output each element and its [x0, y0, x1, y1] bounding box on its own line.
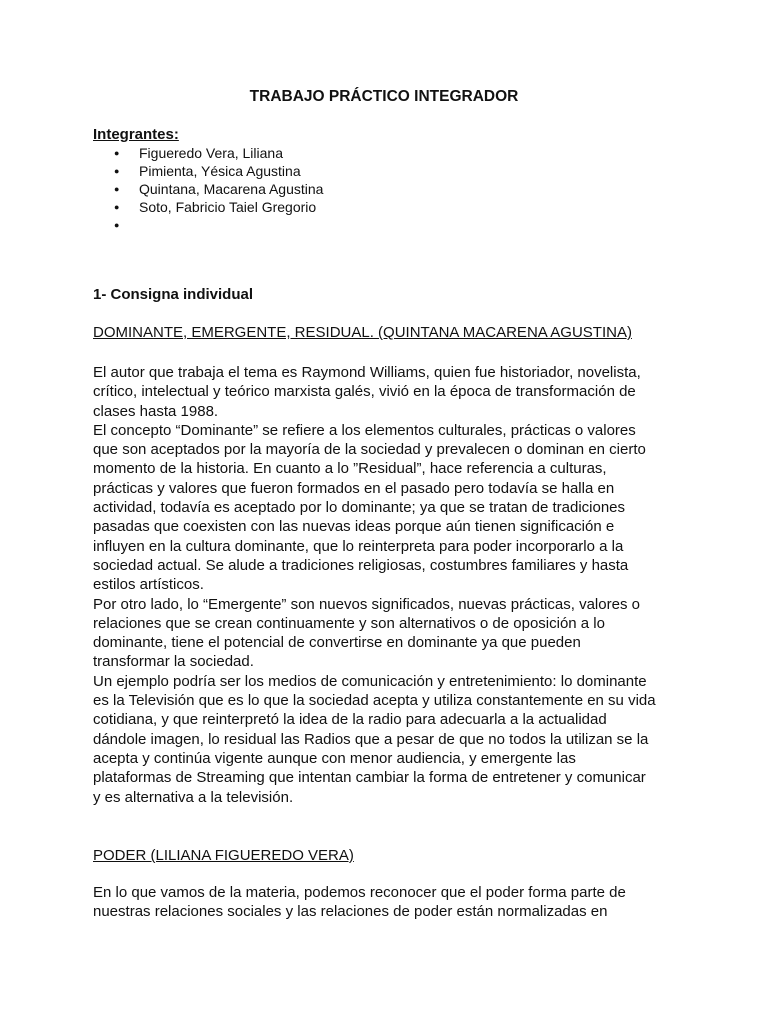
text-line: prácticas y valores que fueron formados en el pasado pero todavía se halla en	[93, 479, 615, 497]
section-title: 1- Consigna individual	[93, 286, 254, 303]
text-line: relaciones que se crean continuamente y son alternativos o de oposición a lo	[93, 614, 605, 632]
paragraph-dominante	[93, 363, 683, 807]
text-line: transformar la sociedad.	[93, 653, 254, 671]
list-item: ● Soto, Fabricio Taiel Gregorio	[114, 198, 323, 216]
text-line: es la Televisión que es lo que la sociedad acepta y utiliza constantemente en su vida	[93, 692, 656, 710]
subsection-heading-poder: PODER (LILIANA FIGUEREDO VERA)	[93, 847, 354, 864]
text-line: crítico, intelectual y teórico marxista galés, vivió en la época de transformación de	[93, 383, 636, 401]
text-line: Por otro lado, lo “Emergente” son nuevos significados, nuevas prácticas, valores o	[93, 595, 640, 613]
text-line: que son aceptados por la mayoría de la sociedad y prevalecen o dominan en cierto	[93, 441, 646, 459]
list-item	[114, 216, 323, 234]
text-line: clases hasta 1988.	[93, 402, 219, 420]
text-line: dominante, tiene el potencial de convertirse en dominante ya que pueden	[93, 634, 581, 652]
text-line: nuestras relaciones sociales y las relaciones de poder están normalizadas en	[93, 903, 608, 921]
text-line: y es alternativa a la televisión.	[93, 788, 294, 806]
text-line: plataformas de Streaming que intentan cambiar la forma de entretener y comunicar	[93, 769, 646, 787]
text-line: estilos artísticos.	[93, 576, 204, 594]
text-line: influyen en la cultura dominante, que lo reinterpreta para poder incorporarlo a la	[93, 537, 624, 555]
subsection-heading-dominante: DOMINANTE, EMERGENTE, RESIDUAL. (QUINTANA MACARENA AGUSTINA)	[93, 324, 632, 341]
members-label: Integrantes:	[93, 126, 179, 143]
text-line: En lo que vamos de la materia, podemos reconocer que el poder forma parte de	[93, 884, 626, 901]
document-title: TRABAJO PRÁCTICO INTEGRADOR	[249, 88, 519, 105]
text-line: sociedad actual. Se alude a tradiciones religiosas, costumbres familiares y hasta	[93, 556, 629, 574]
list-item: ● Quintana, Macarena Agustina	[114, 180, 323, 198]
text-line: pasadas que coexisten con las nuevas ideas porque aún tienen significación e	[93, 518, 615, 536]
text-line: momento de la historia. En cuanto a lo ”Residual”, hace referencia a culturas,	[93, 460, 607, 478]
text-line: dándole imagen, lo residual las Radios que a pesar de que no todos la utilizan se la	[93, 730, 649, 748]
list-item: ● Pimienta, Yésica Agustina	[114, 162, 323, 180]
text-line: actividad, todavía es aceptado por lo dominante; ya que se tratan de tradiciones	[93, 499, 626, 517]
paragraph-poder	[93, 883, 683, 922]
list-item: ● Figueredo Vera, Liliana	[114, 144, 323, 162]
members-list	[114, 144, 323, 234]
text-line: acepta y continúa vigente aunque con menor audiencia, y emergente las	[93, 749, 576, 767]
text-line: El autor que trabaja el tema es Raymond Williams, quien fue historiador, novelista,	[93, 364, 641, 381]
text-line: Un ejemplo podría ser los medios de comunicación y entretenimiento: lo dominante	[93, 672, 647, 690]
text-line: cotidiana, y que reinterpretó la idea de la radio para adecuarla a la actualidad	[93, 711, 607, 729]
text-line: El concepto “Dominante” se refiere a los elementos culturales, prácticas o valores	[93, 421, 636, 439]
